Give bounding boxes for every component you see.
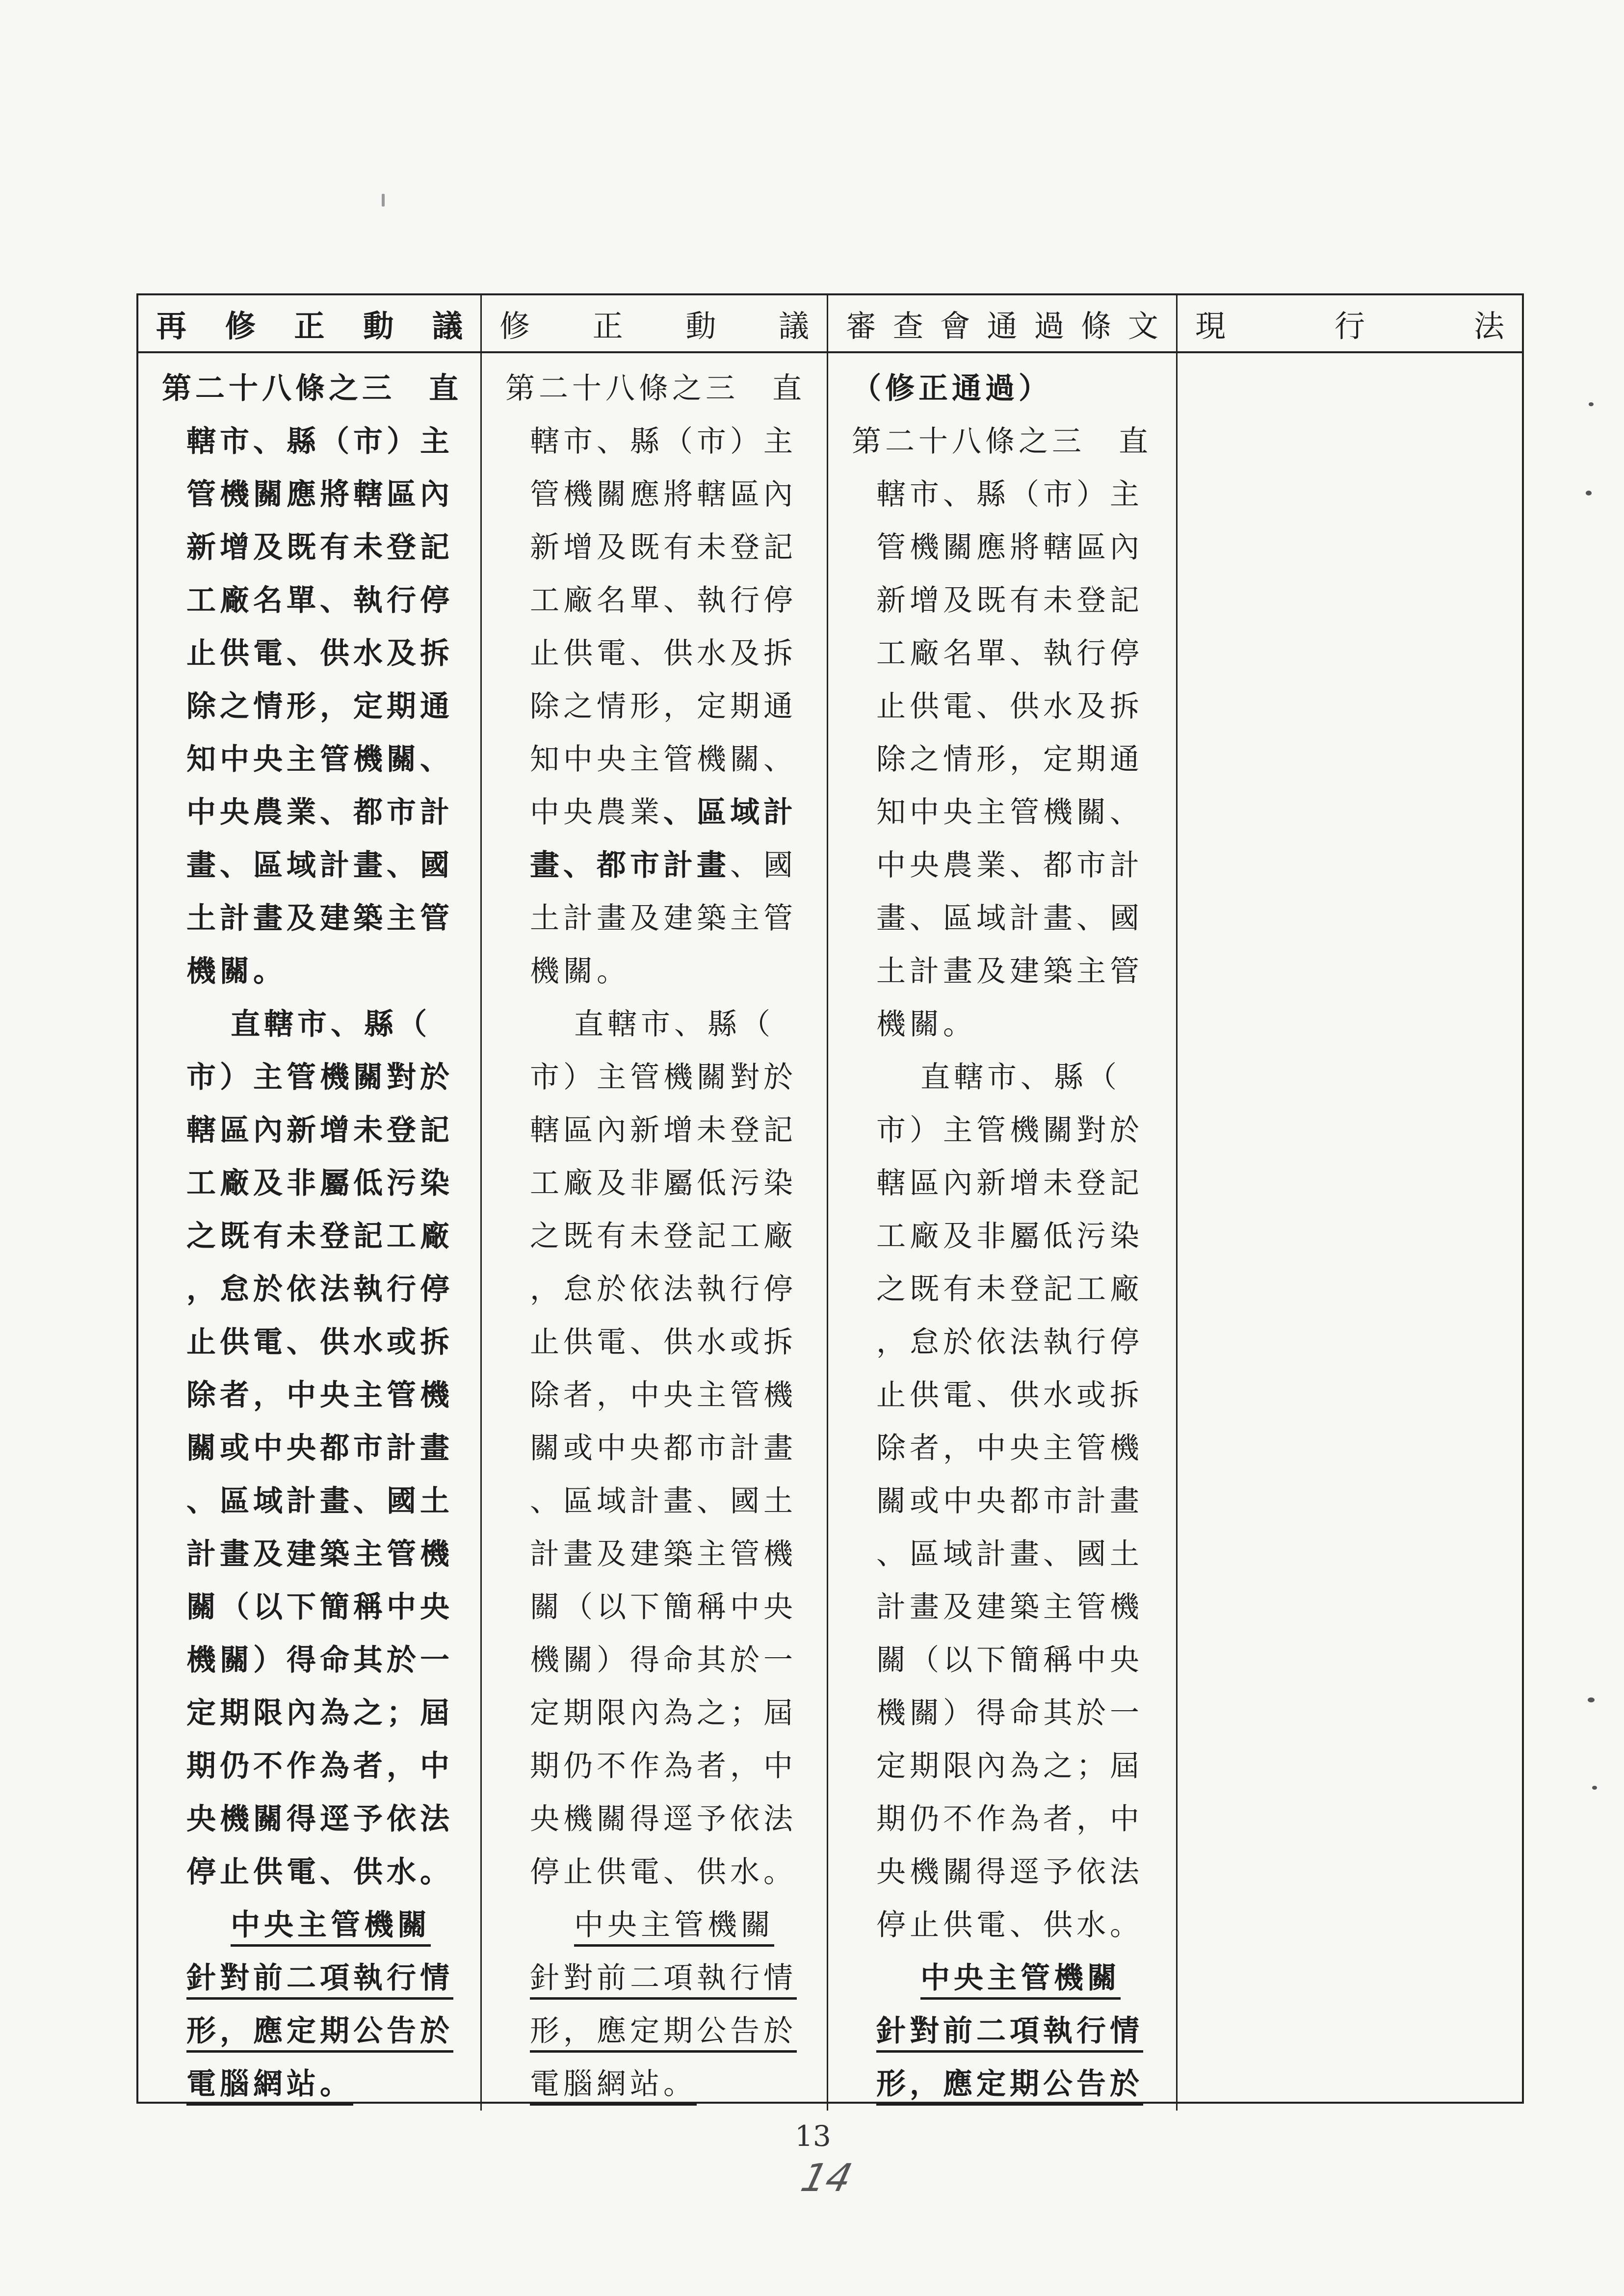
line-text: 工廠及非屬低污染 [186, 1166, 453, 1200]
line-text: 除之情形，定期通 [876, 742, 1143, 777]
text-line [162, 1263, 480, 1316]
line-text: 期仍不作為者，中 [876, 1802, 1143, 1836]
line-text: 停止供電、供水。 [876, 1908, 1143, 1942]
line-text: 關或中央都市計畫 [530, 1431, 797, 1465]
text-line [162, 1846, 480, 1899]
text-line [505, 468, 827, 521]
line-text: 關或中央都市計畫 [876, 1484, 1143, 1518]
line-text: 之既有未登記工廠 [530, 1219, 797, 1253]
handwritten-page-number: 14 [796, 2156, 857, 2200]
line-text: 第二十八條之三 直 [852, 424, 1152, 459]
line-text: 止供電、供水或拆 [876, 1378, 1143, 1412]
comparison-table [136, 293, 1524, 2104]
header-char: 審 [846, 308, 877, 344]
line-text: 定期限內為之；屆 [876, 1749, 1143, 1783]
line-text: 市）主管機關對於 [186, 1060, 453, 1095]
scan-speck [1588, 1697, 1595, 1702]
line-text: 第二十八條之三 直 [162, 371, 462, 406]
highlight-text: 畫、都市計畫 [530, 848, 730, 883]
line-text: 止供電、供水及拆 [876, 689, 1143, 724]
text-line [162, 1793, 480, 1846]
text-line [852, 574, 1176, 627]
line-text: 針對前二項執行情 [530, 1961, 797, 2000]
text-line [162, 627, 480, 680]
header-char: 修 [499, 308, 530, 344]
text-line [852, 1104, 1176, 1157]
line-text: 直轄市、縣（ [231, 1007, 431, 1042]
text-line [162, 1316, 480, 1369]
scan-speck [1586, 491, 1592, 496]
line-text: 土計畫及建築主管 [186, 901, 453, 936]
text-line [852, 1581, 1176, 1634]
text-line [505, 1475, 827, 1528]
header-char: 議 [778, 308, 809, 344]
line-text: 市）主管機關對於 [876, 1113, 1143, 1148]
header-char: 動 [363, 308, 394, 344]
line-text: 機關）得命其於一 [186, 1643, 453, 1677]
line-text: 管機關應將轄區內 [876, 530, 1143, 565]
text-line [505, 1581, 827, 1634]
column-current-law [1178, 353, 1522, 2111]
text-line [505, 1051, 827, 1104]
page-number: 13 [795, 2119, 831, 2153]
text-line [852, 415, 1176, 468]
line-text: 機關。 [876, 1007, 976, 1042]
scan-speck [382, 194, 385, 207]
text-line [505, 1899, 827, 1952]
line-text: 形，應定期公告於 [876, 2067, 1143, 2106]
text-line [162, 680, 480, 733]
text-line [505, 1846, 827, 1899]
text-line [505, 521, 827, 574]
header-char: 再 [156, 308, 187, 344]
text-line [162, 1210, 480, 1263]
text-line [852, 786, 1176, 839]
text-line [505, 733, 827, 786]
line-text: 畫、區域計畫、國 [876, 901, 1143, 936]
text-line [162, 892, 480, 945]
line-text: 定期限內為之；屆 [530, 1696, 797, 1730]
header-char: 查 [892, 308, 923, 344]
text-line [505, 1263, 827, 1316]
text-line [852, 733, 1176, 786]
line-text: 畫、區域計畫、國 [186, 848, 453, 883]
text-line [852, 2058, 1176, 2111]
line-text: 止供電、供水或拆 [186, 1325, 453, 1359]
line-text: 第二十八條之三 直 [505, 371, 806, 406]
text-line [162, 1104, 480, 1157]
text-line [852, 1475, 1176, 1528]
column-amendment [482, 353, 828, 2111]
line-text: 新增及既有未登記 [530, 530, 797, 565]
line-text: 電腦網站。 [530, 2067, 697, 2106]
line-text: ，怠於依法執行停 [876, 1325, 1143, 1359]
text-line [505, 627, 827, 680]
column-committee-text [828, 353, 1178, 2111]
header-amendment [482, 295, 828, 353]
text-line [505, 1422, 827, 1475]
text-line [162, 1051, 480, 1104]
line-text: 針對前二項執行情 [186, 1961, 453, 2000]
text-line [852, 468, 1176, 521]
text-line [852, 1634, 1176, 1687]
header-char: 動 [685, 308, 716, 344]
text-line [852, 1051, 1176, 1104]
line-text: 工廠名單、執行停 [186, 583, 453, 618]
line-text: 新增及既有未登記 [876, 583, 1143, 618]
line-text: 期仍不作為者，中 [186, 1749, 453, 1783]
line-text: 機關。 [186, 954, 287, 989]
line-text: 管機關應將轄區內 [186, 477, 453, 512]
text-line [852, 627, 1176, 680]
text-line [162, 1581, 480, 1634]
text-line [852, 1793, 1176, 1846]
text-line [162, 1634, 480, 1687]
text-line [852, 1899, 1176, 1952]
text-line [505, 945, 827, 998]
text-line [505, 998, 827, 1051]
header-re-amendment [138, 295, 482, 353]
column-re-amendment [138, 353, 482, 2111]
header-char: 正 [294, 308, 325, 344]
text-line [162, 415, 480, 468]
header-char: 行 [1334, 308, 1365, 344]
text-line [505, 2005, 827, 2058]
line-text: 關（以下簡稱中央 [186, 1590, 453, 1624]
text-line [162, 1952, 480, 2005]
line-text: 中央農業 [530, 795, 663, 830]
line-text: 新增及既有未登記 [186, 530, 453, 565]
text-line [852, 1846, 1176, 1899]
line-text: 直轄市、縣（ [920, 1060, 1121, 1095]
line-text: ，怠於依法執行停 [530, 1272, 797, 1306]
header-current-law [1178, 295, 1522, 353]
text-line [162, 521, 480, 574]
text-line [162, 998, 480, 1051]
header-char: 正 [592, 308, 623, 344]
text-line [505, 1316, 827, 1369]
text-line [505, 1793, 827, 1846]
line-text: 之既有未登記工廠 [876, 1272, 1143, 1306]
text-line [852, 892, 1176, 945]
text-line [505, 839, 827, 892]
line-text: 除者，中央主管機 [876, 1431, 1143, 1465]
line-text: 計畫及建築主管機 [876, 1590, 1143, 1624]
text-line [852, 945, 1176, 998]
header-char: 議 [432, 308, 463, 344]
text-line [162, 1157, 480, 1210]
line-text-after: 、國 [730, 848, 797, 883]
line-text: 關（以下簡稱中央 [876, 1643, 1143, 1677]
header-char: 文 [1127, 308, 1158, 344]
text-line [852, 2005, 1176, 2058]
line-text: 轄市、縣（市）主 [530, 424, 797, 459]
text-line [505, 362, 827, 415]
line-text: 央機關得逕予依法 [876, 1855, 1143, 1889]
text-line [852, 362, 1176, 415]
line-text: 定期限內為之；屆 [186, 1696, 453, 1730]
line-text: 中央主管機關 [920, 1961, 1121, 2000]
text-line [852, 1952, 1176, 2005]
highlight-text: 、區域計 [663, 795, 797, 830]
text-line [505, 574, 827, 627]
line-text: 轄區內新增未登記 [876, 1166, 1143, 1200]
text-line [505, 1104, 827, 1157]
header-char: 條 [1081, 308, 1112, 344]
line-text: 工廠名單、執行停 [530, 583, 797, 618]
line-text: 知中央主管機關、 [530, 742, 797, 777]
line-text: 關（以下簡稱中央 [530, 1590, 797, 1624]
highlight-text: （修正通過） [852, 371, 1052, 406]
text-line [162, 1740, 480, 1793]
line-text: 機關）得命其於一 [876, 1696, 1143, 1730]
text-line [505, 1952, 827, 2005]
line-text: 除者，中央主管機 [530, 1378, 797, 1412]
text-line [505, 786, 827, 839]
text-line [852, 680, 1176, 733]
text-line [162, 2005, 480, 2058]
line-text: 形，應定期公告於 [530, 2014, 797, 2053]
line-text: 中央主管機關 [231, 1908, 431, 1947]
line-text: 止供電、供水或拆 [530, 1325, 797, 1359]
text-line [852, 1528, 1176, 1581]
text-line [162, 2058, 480, 2111]
text-line [505, 1528, 827, 1581]
text-line [852, 1210, 1176, 1263]
line-text: 直轄市、縣（ [574, 1007, 774, 1042]
line-text: 工廠名單、執行停 [876, 636, 1143, 671]
line-text: 電腦網站。 [186, 2067, 353, 2106]
line-text: 機關）得命其於一 [530, 1643, 797, 1677]
text-line [162, 1369, 480, 1422]
text-line [505, 892, 827, 945]
text-line [162, 786, 480, 839]
line-text: ，怠於依法執行停 [186, 1272, 453, 1306]
line-text: 轄區內新增未登記 [530, 1113, 797, 1148]
text-line [162, 733, 480, 786]
text-line [852, 1422, 1176, 1475]
header-char: 法 [1473, 308, 1504, 344]
line-text: 中央農業、都市計 [876, 848, 1143, 883]
line-text: 停止供電、供水。 [186, 1855, 453, 1889]
line-text: 中央主管機關 [574, 1908, 774, 1947]
line-text: 、區域計畫、國土 [876, 1537, 1143, 1571]
line-text: 止供電、供水及拆 [186, 636, 453, 671]
text-line [162, 945, 480, 998]
header-char: 現 [1195, 308, 1226, 344]
line-text: 針對前二項執行情 [876, 2014, 1143, 2053]
text-line [505, 680, 827, 733]
text-line [852, 839, 1176, 892]
line-text: 計畫及建築主管機 [186, 1537, 453, 1571]
line-text: 機關。 [530, 954, 630, 989]
line-text: 土計畫及建築主管 [530, 901, 797, 936]
text-line [505, 1369, 827, 1422]
text-line [162, 1422, 480, 1475]
line-text: 市）主管機關對於 [530, 1060, 797, 1095]
line-text: 中央農業、都市計 [186, 795, 453, 830]
text-line [505, 2058, 827, 2111]
line-text: 工廠及非屬低污染 [530, 1166, 797, 1200]
text-line [162, 1528, 480, 1581]
line-text: 除之情形，定期通 [530, 689, 797, 724]
line-text: 、區域計畫、國土 [530, 1484, 797, 1518]
text-line [162, 1899, 480, 1952]
line-text: 除之情形，定期通 [186, 689, 453, 724]
text-line [162, 1687, 480, 1740]
line-text: 形，應定期公告於 [186, 2014, 453, 2053]
line-text: 計畫及建築主管機 [530, 1537, 797, 1571]
text-line [852, 521, 1176, 574]
text-line [505, 1634, 827, 1687]
header-committee-text [828, 295, 1178, 353]
text-line [162, 468, 480, 521]
line-text: 知中央主管機關、 [186, 742, 453, 777]
line-text: 土計畫及建築主管 [876, 954, 1143, 989]
line-text: 期仍不作為者，中 [530, 1749, 797, 1783]
line-text: 停止供電、供水。 [530, 1855, 797, 1889]
text-line [162, 1475, 480, 1528]
scan-speck [1592, 1786, 1597, 1790]
line-text: 央機關得逕予依法 [186, 1802, 453, 1836]
line-text: 除者，中央主管機 [186, 1378, 453, 1412]
line-text: 知中央主管機關、 [876, 795, 1143, 830]
text-line [162, 839, 480, 892]
line-text: 之既有未登記工廠 [186, 1219, 453, 1253]
text-line [852, 1740, 1176, 1793]
text-line [505, 1157, 827, 1210]
line-text: 關或中央都市計畫 [186, 1431, 453, 1465]
text-line [505, 1210, 827, 1263]
line-text: 管機關應將轄區內 [530, 477, 797, 512]
line-text: 止供電、供水及拆 [530, 636, 797, 671]
text-line [162, 574, 480, 627]
text-line [852, 1263, 1176, 1316]
text-line [852, 998, 1176, 1051]
header-char: 會 [940, 308, 970, 344]
text-line [505, 1687, 827, 1740]
header-char: 通 [987, 308, 1018, 344]
line-text: 轄區內新增未登記 [186, 1113, 453, 1148]
text-line [852, 1157, 1176, 1210]
text-line [852, 1316, 1176, 1369]
text-line [505, 415, 827, 468]
line-text: 轄市、縣（市）主 [186, 424, 453, 459]
header-char: 修 [225, 308, 256, 344]
line-text: 央機關得逕予依法 [530, 1802, 797, 1836]
header-char: 過 [1034, 308, 1065, 344]
scan-speck [1589, 402, 1594, 406]
line-text: 工廠及非屬低污染 [876, 1219, 1143, 1253]
text-line [162, 362, 480, 415]
line-text: 、區域計畫、國土 [186, 1484, 453, 1518]
text-line [852, 1687, 1176, 1740]
line-text: 轄市、縣（市）主 [876, 477, 1143, 512]
text-line [505, 1740, 827, 1793]
text-line [852, 1369, 1176, 1422]
